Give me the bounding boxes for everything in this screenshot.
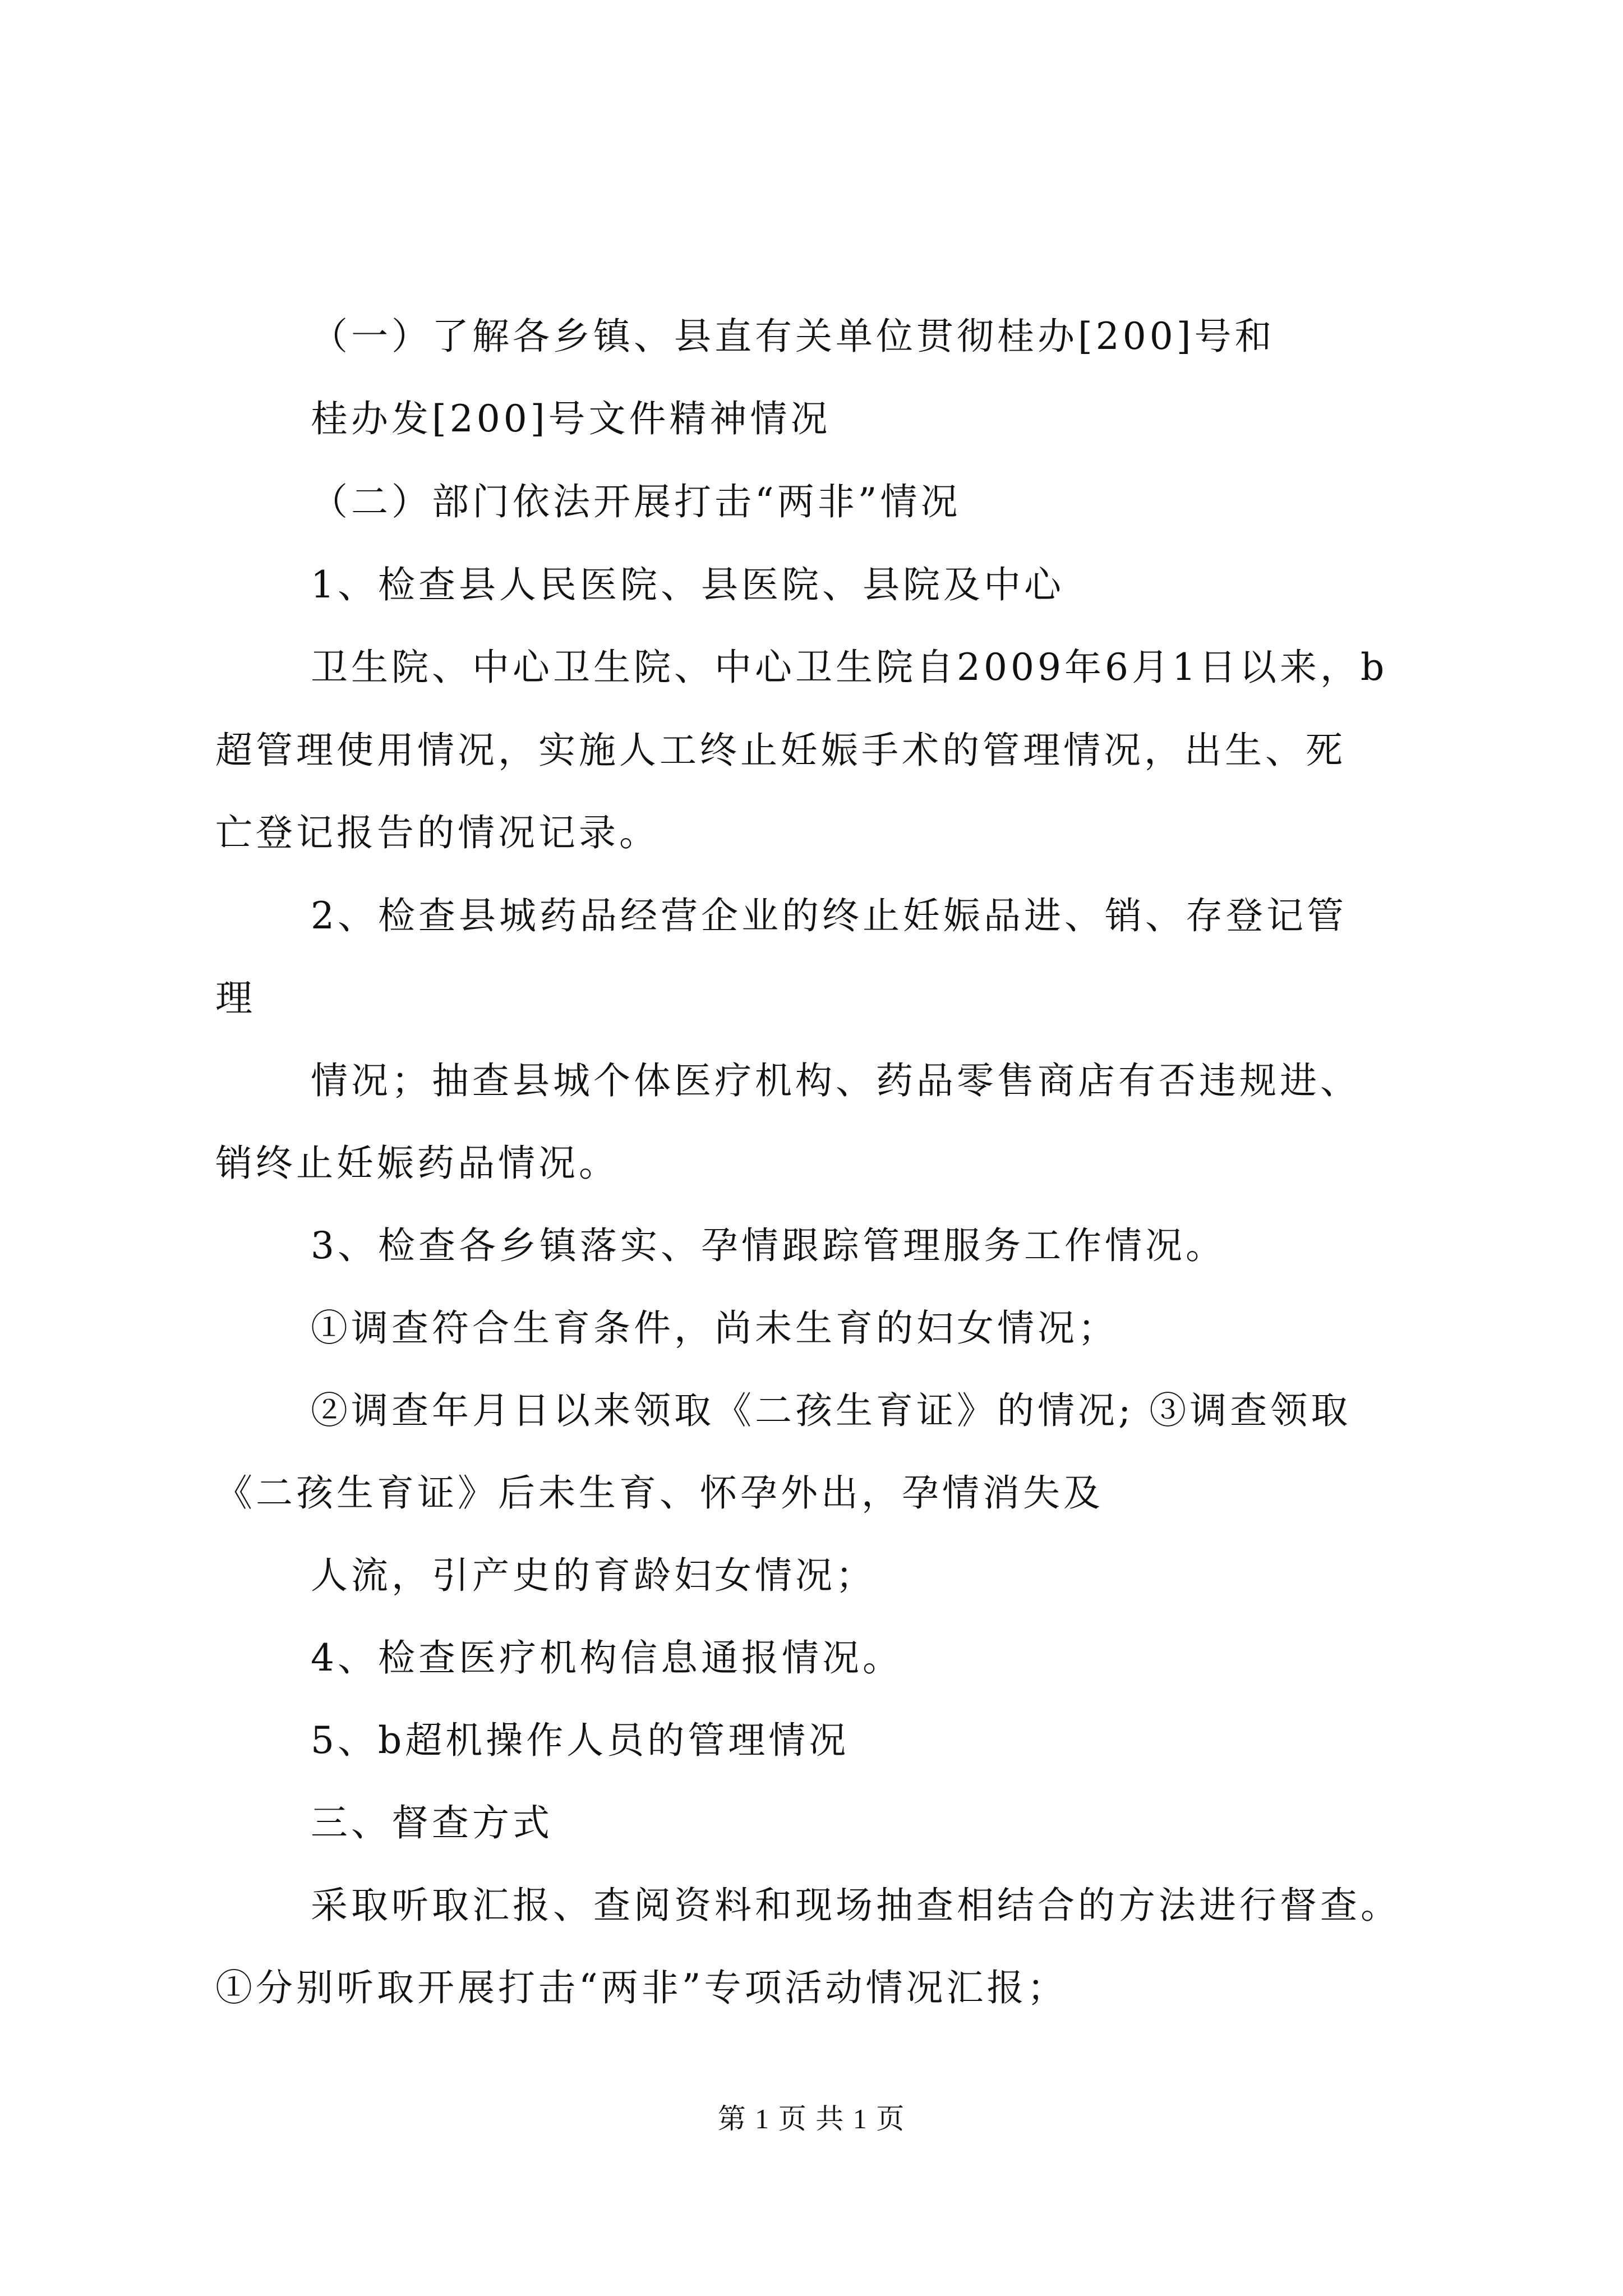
text-line-9: 理: [215, 977, 256, 1020]
text-line-7: 亡登记报告的情况记录。: [215, 811, 660, 854]
text-line-20: 采取听取汇报、查阅资料和现场抽查相结合的方法进行督查。: [311, 1884, 1401, 1927]
text-line-10: 情况；抽查县城个体医疗机构、药品零售商店有否违规进、: [311, 1059, 1361, 1102]
text-line-6: 超管理使用情况，实施人工终止妊娠手术的管理情况，出生、死: [215, 729, 1346, 772]
text-line-21: ①分别听取开展打击“两非”专项活动情况汇报；: [215, 1966, 1068, 2009]
page-number-footer: 第 1 页 共 1 页: [717, 2103, 906, 2134]
text-line-13: ①调查符合生育条件，尚未生育的妇女情况；: [311, 1306, 1118, 1350]
text-line-16: 人流，引产史的育龄妇女情况；: [311, 1554, 876, 1597]
text-line-18: 5、b超机操作人员的管理情况: [311, 1719, 850, 1762]
text-line-14: ②调查年月日以来领取《二孩生育证》的情况; ③调查领取: [311, 1389, 1352, 1432]
text-line-8: 2、检查县城药品经营企业的终止妊娠品进、销、存登记管: [311, 894, 1347, 937]
text-line-5: 卫生院、中心卫生院、中心卫生院自2009年6月1日以来，b: [311, 646, 1388, 689]
text-line-3: （二）部门依法开展打击“两非”情况: [311, 480, 961, 523]
text-line-15: 《二孩生育证》后未生育、怀孕外出，孕情消失及: [215, 1471, 1104, 1515]
text-line-17: 4、检查医疗机构信息通报情况。: [311, 1636, 903, 1680]
text-line-19: 三、督查方式: [311, 1801, 553, 1844]
text-line-1: （一）了解各乡镇、县直有关单位贯彻桂办[200]号和: [311, 315, 1275, 358]
text-line-11: 销终止妊娠药品情况。: [215, 1142, 619, 1185]
text-line-4: 1、检查县人民医院、县医院、县院及中心: [311, 563, 1064, 606]
text-line-12: 3、检查各乡镇落实、孕情跟踪管理服务工作情况。: [311, 1224, 1226, 1267]
text-line-2: 桂办发[200]号文件精神情况: [311, 397, 831, 440]
